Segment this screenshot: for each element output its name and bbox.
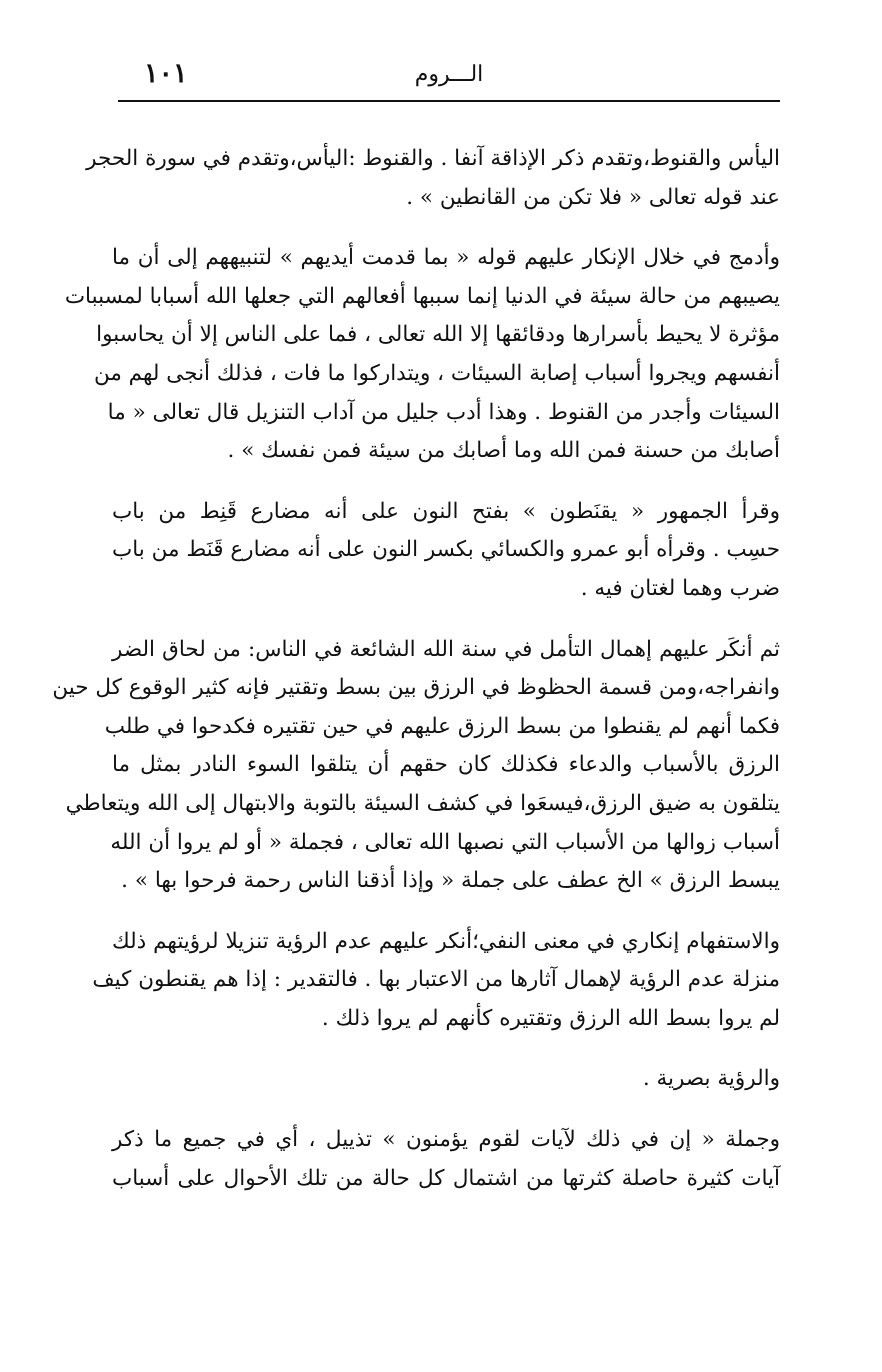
text-line: منزلة عدم الرؤية لإهمال آثارها من الاعتبار بها . فالتقدير : إذا هم يقنطون كيف bbox=[92, 967, 780, 993]
text-line: آيات كثيرة حاصلة كثرتها من اشتمال كل حالة من تلك الأحوال على أسباب bbox=[112, 1165, 780, 1191]
paragraph-2 bbox=[64, 239, 780, 471]
text-line: أصابك من حسنة فمن الله وما أصابك من سيئة فمن نفسك » . bbox=[227, 438, 780, 464]
text-line: يصيبهم من حالة سيئة في الدنيا إنما سببها أفعالهم التي جعلها الله أسبابا لمسببات bbox=[64, 283, 780, 309]
paragraph-3 bbox=[112, 493, 780, 609]
text-line: أسباب زوالها من الأسباب التي نصبها الله تعالى ، فجملة « أو لم يروا أن الله bbox=[110, 829, 780, 855]
text-line: ثم أنكَر عليهم إهمال التأمل في سنة الله الشائعة في الناس: من لحاق الضر bbox=[112, 636, 780, 662]
body-text bbox=[52, 140, 780, 1220]
page-header bbox=[118, 52, 780, 98]
text-line: الرزق بالأسباب والدعاء فكذلك كان حقهم أن يتلقوا السوء النادر بمثل ما bbox=[112, 752, 780, 778]
text-line: اليأس والقنوط،وتقدم ذكر الإذاقة آنفا . والقنوط :اليأس،وتقدم في سورة الحجر bbox=[86, 146, 780, 171]
text-line: وجملة « إن في ذلك لآيات لقوم يؤمنون » تذييل ، أي في جميع ما ذكر bbox=[112, 1127, 780, 1153]
header-divider bbox=[118, 100, 780, 102]
text-line: مؤثرة لا يحيط بأسرارها ودقائقها إلا الله تعالى ، فما على الناس إلا أن يحاسبوا bbox=[96, 322, 780, 348]
text-line: والرؤية بصرية . bbox=[642, 1066, 780, 1092]
paragraph-6 bbox=[112, 1060, 780, 1099]
text-line: لم يروا بسط الله الرزق وتقتيره كأنهم لم يروا ذلك . bbox=[321, 1005, 780, 1031]
text-line: ضرب وهما لغتان فيه . bbox=[580, 575, 780, 601]
text-line: أنفسهم ويجروا أسباب إصابة السيئات ، ويتداركوا ما فات ، فذلك أنجى لهم من bbox=[93, 360, 780, 386]
text-line: فكما أنهم لم يقنطوا من بسط الرزق عليهم في حين تقتيره فكدحوا في طلب bbox=[104, 713, 780, 739]
text-line: وانفراجه،ومن قسمة الحظوظ في الرزق بين بسط وتقتير فإنه كثير الوقوع كل حين bbox=[52, 675, 780, 701]
paragraph-1 bbox=[86, 140, 780, 217]
paragraph-4 bbox=[52, 631, 780, 901]
page-number: ١٠١ bbox=[144, 58, 188, 89]
text-line: عند قوله تعالى « فلا تكن من القانطين » . bbox=[406, 184, 780, 210]
text-line: السيئات وأجدر من القنوط . وهذا أدب جليل من آداب التنزيل قال تعالى « ما bbox=[107, 399, 780, 425]
paragraph-7 bbox=[112, 1121, 780, 1198]
text-line: والاستفهام إنكاري في معنى النفي؛أنكر عليهم عدم الرؤية تنزيلا لرؤيتهم ذلك bbox=[112, 928, 780, 954]
paragraph-5 bbox=[92, 923, 780, 1039]
surah-title: الـــروم bbox=[414, 62, 484, 87]
text-line: وقرأ الجمهور « يقنَطون » بفتح النون على أنه مضارع قَنِط من باب bbox=[112, 498, 780, 524]
text-line: وأدمج في خلال الإنكار عليهم قوله « بما قدمت أيديهم » لتنبيههم إلى أن ما bbox=[112, 245, 780, 271]
text-line: يتلقون به ضيق الرزق،فيسعَوا في كشف السيئة بالتوبة والابتهال إلى الله ويتعاطي bbox=[65, 790, 780, 816]
text-line: حسِب . وقرأه أبو عمرو والكسائي بكسر النون على أنه مضارع قَنَط من باب bbox=[112, 537, 780, 563]
text-line: يبسط الرزق » الخ عطف على جملة « وإذا أذقنا الناس رحمة فرحوا بها » . bbox=[121, 868, 780, 894]
